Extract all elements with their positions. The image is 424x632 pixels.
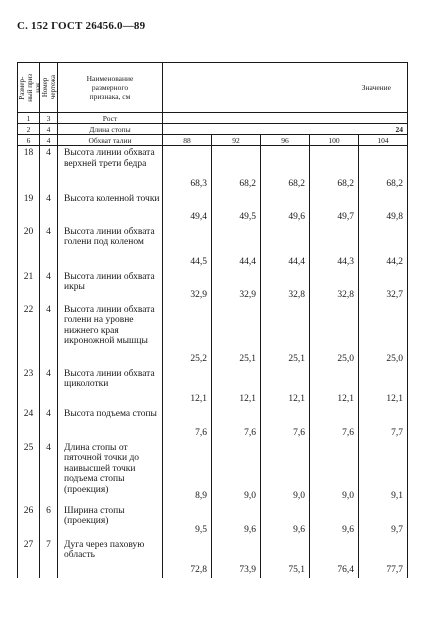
row-value: 32,8 bbox=[261, 270, 310, 303]
row-value: 44,2 bbox=[359, 225, 408, 270]
row-value: 12,1 bbox=[212, 367, 261, 407]
row-value: 32,9 bbox=[163, 270, 212, 303]
values-header-cell bbox=[163, 63, 408, 113]
page-header: С. 152 ГОСТ 26456.0—89 bbox=[17, 20, 146, 32]
waist-value: 100 bbox=[310, 135, 359, 146]
row-name: Высота коленной точки bbox=[58, 192, 163, 225]
row-value: 25,2 bbox=[163, 303, 212, 367]
waist-row-num: 6 bbox=[18, 135, 40, 146]
row-value: 12,1 bbox=[359, 367, 408, 407]
table-row bbox=[18, 303, 408, 367]
row-value: 49,4 bbox=[163, 192, 212, 225]
row-value: 9,0 bbox=[310, 441, 359, 504]
row-value: 49,8 bbox=[359, 192, 408, 225]
row-value: 12,1 bbox=[310, 367, 359, 407]
row-value: 72,8 bbox=[163, 538, 212, 578]
row-value: 25,1 bbox=[212, 303, 261, 367]
row-number: 21 bbox=[18, 270, 40, 303]
row-value: 9,1 bbox=[359, 441, 408, 504]
row-drawing-number: 7 bbox=[40, 538, 58, 578]
row-value: 7,6 bbox=[163, 407, 212, 441]
row-value: 75,1 bbox=[261, 538, 310, 578]
row-value: 9,5 bbox=[163, 504, 212, 538]
table-row bbox=[18, 367, 408, 407]
waist-value: 96 bbox=[261, 135, 310, 146]
row-value: 7,6 bbox=[212, 407, 261, 441]
table-row bbox=[18, 407, 408, 441]
row-value: 68,3 bbox=[163, 146, 212, 192]
row-value: 9,0 bbox=[261, 441, 310, 504]
row-value: 9,6 bbox=[261, 504, 310, 538]
row-value: 77,7 bbox=[359, 538, 408, 578]
table-row bbox=[18, 225, 408, 270]
row-drawing-number: 4 bbox=[40, 407, 58, 441]
col-number-3: 3 bbox=[40, 113, 58, 124]
row-value: 68,2 bbox=[261, 146, 310, 192]
growth-value-cell bbox=[163, 113, 408, 124]
row-name: Длина стопы от пяточной точки до наивысшей точки подъема стопы (проекция) bbox=[58, 441, 163, 504]
row-drawing-number: 6 bbox=[40, 504, 58, 538]
row-drawing-number: 4 bbox=[40, 270, 58, 303]
table-row bbox=[18, 504, 408, 538]
row-value: 12,1 bbox=[163, 367, 212, 407]
row-number: 24 bbox=[18, 407, 40, 441]
table-row bbox=[18, 192, 408, 225]
row-number: 26 bbox=[18, 504, 40, 538]
row-name: Высота линии обхвата икры bbox=[58, 270, 163, 303]
table-row bbox=[18, 270, 408, 303]
col2-header: Номер чертежа bbox=[40, 75, 57, 100]
waist-row-drawing: 4 bbox=[40, 135, 58, 146]
waist-value: 104 bbox=[359, 135, 408, 146]
row-drawing-number: 4 bbox=[40, 441, 58, 504]
row-value: 9,0 bbox=[212, 441, 261, 504]
row-name: Дуга через паховую область bbox=[58, 538, 163, 578]
row-value: 32,9 bbox=[212, 270, 261, 303]
table-row bbox=[18, 441, 408, 504]
row-number: 25 bbox=[18, 441, 40, 504]
waist-row-label: Обхват талии bbox=[58, 135, 163, 146]
row-number: 18 bbox=[18, 146, 40, 192]
row-value: 68,2 bbox=[212, 146, 261, 192]
row-drawing-number: 4 bbox=[40, 225, 58, 270]
row-number: 23 bbox=[18, 367, 40, 407]
row-value: 7,6 bbox=[261, 407, 310, 441]
row-value: 32,8 bbox=[310, 270, 359, 303]
dimensions-table bbox=[17, 62, 408, 578]
row-value: 12,1 bbox=[261, 367, 310, 407]
row-value: 49,5 bbox=[212, 192, 261, 225]
foot-row-value-cell bbox=[163, 124, 408, 135]
row-value: 68,2 bbox=[359, 146, 408, 192]
col-number-1: 1 bbox=[18, 113, 40, 124]
col1-header-cell bbox=[18, 63, 40, 113]
row-value: 44,4 bbox=[212, 225, 261, 270]
row-value: 76,4 bbox=[310, 538, 359, 578]
row-value: 9,6 bbox=[212, 504, 261, 538]
row-value: 32,7 bbox=[359, 270, 408, 303]
row-drawing-number: 4 bbox=[40, 146, 58, 192]
waist-value: 88 bbox=[163, 135, 212, 146]
row-value: 44,4 bbox=[261, 225, 310, 270]
row-value: 25,0 bbox=[359, 303, 408, 367]
row-value: 9,6 bbox=[310, 504, 359, 538]
row-value: 8,9 bbox=[163, 441, 212, 504]
row-number: 22 bbox=[18, 303, 40, 367]
waist-value: 92 bbox=[212, 135, 261, 146]
row-name: Высота линии обхвата щиколотки bbox=[58, 367, 163, 407]
row-value: 49,7 bbox=[310, 192, 359, 225]
row-value: 25,0 bbox=[310, 303, 359, 367]
row-drawing-number: 4 bbox=[40, 367, 58, 407]
row-value: 25,1 bbox=[261, 303, 310, 367]
row-number: 27 bbox=[18, 538, 40, 578]
row-value: 44,3 bbox=[310, 225, 359, 270]
foot-row-label: Длина стопы bbox=[58, 124, 163, 135]
row-drawing-number: 4 bbox=[40, 192, 58, 225]
row-name: Высота подъема стопы bbox=[58, 407, 163, 441]
col2-header-cell bbox=[40, 63, 58, 113]
table-row bbox=[18, 538, 408, 578]
row-value: 44,5 bbox=[163, 225, 212, 270]
col3-header-cell bbox=[58, 63, 163, 113]
table-row bbox=[18, 146, 408, 192]
row-name: Высота линии обхвата верхней трети бедра bbox=[58, 146, 163, 192]
row-drawing-number: 4 bbox=[40, 303, 58, 367]
row-value: 73,9 bbox=[212, 538, 261, 578]
col1-header: Размер- ный приз нак bbox=[18, 73, 42, 102]
col3-header: Наименование размерного признака, см bbox=[86, 74, 134, 101]
row-name: Ширина стопы (проекция) bbox=[58, 504, 163, 538]
foot-row-num: 2 bbox=[18, 124, 40, 135]
row-number: 19 bbox=[18, 192, 40, 225]
row-value: 68,2 bbox=[310, 146, 359, 192]
foot-row-value: 24 bbox=[395, 124, 404, 134]
growth-label: Рост bbox=[58, 113, 163, 124]
row-number: 20 bbox=[18, 225, 40, 270]
row-value: 9,7 bbox=[359, 504, 408, 538]
row-value: 49,6 bbox=[261, 192, 310, 225]
row-name: Высота линии обхвата голени под коленом bbox=[58, 225, 163, 270]
row-value: 7,7 bbox=[359, 407, 408, 441]
row-name: Высота линии обхвата голени на уровне нижнего края икроножной мышцы bbox=[58, 303, 163, 367]
values-header: Значение bbox=[361, 83, 392, 92]
row-value: 7,6 bbox=[310, 407, 359, 441]
foot-row-drawing: 4 bbox=[40, 124, 58, 135]
